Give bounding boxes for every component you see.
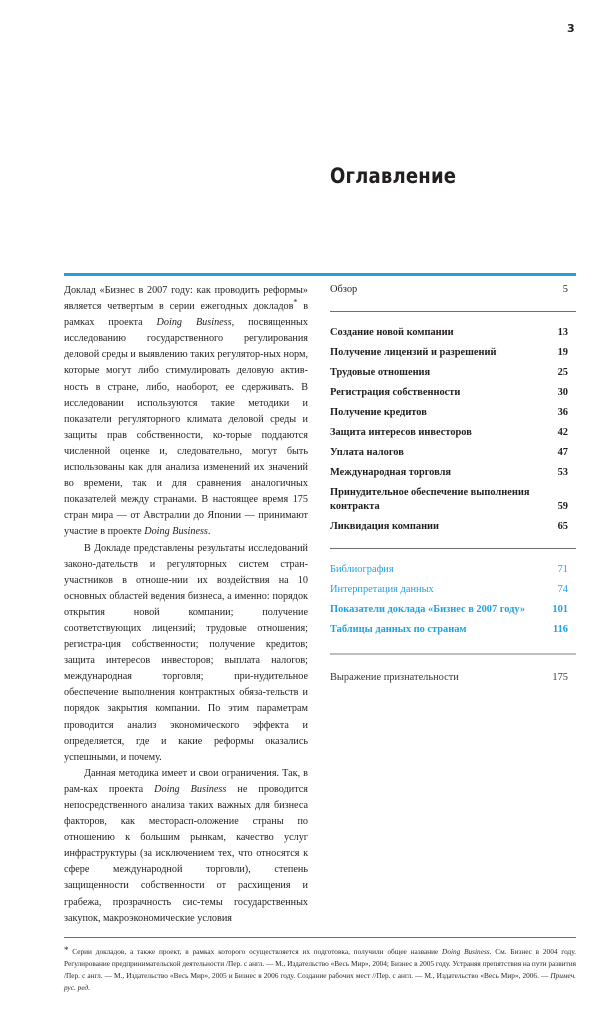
toc-entry-label: Регистрация собственности — [330, 387, 461, 398]
text-line: Doing Business, посвященных исследованию государственного — [64, 317, 308, 345]
text-line: четвертым в серии ежегодных докладов* в рамках проекта — [64, 297, 309, 329]
toc-separator — [330, 548, 576, 549]
footnote-italic-title: Doing Business — [442, 947, 490, 956]
toc-entry-label: Уплата налогов — [330, 447, 404, 458]
text-line: В Докладе представлены результаты исследований законо- — [64, 542, 308, 570]
text-line: тельств и порядок закрытия компании. По этим параметрам — [64, 687, 308, 715]
toc-entry-page: 116 — [552, 624, 568, 635]
body-paragraph — [64, 766, 308, 927]
toc-entry-page: 53 — [557, 467, 568, 478]
body-text — [64, 283, 308, 927]
text-line: торые поддаются численной оценке и, следовательно, могут — [64, 429, 308, 457]
text-line: времени, так и для сравнения аналогичных показателей между — [64, 478, 308, 506]
toc-entry[interactable] — [330, 583, 576, 597]
toc-entry-label: Библиография — [330, 564, 394, 575]
body-paragraph — [64, 541, 308, 766]
text-line: дательств и регуляторных систем стран-участников в отноше- — [64, 558, 308, 586]
toc-entry-page: 65 — [557, 521, 568, 532]
text-line: нии их воздействия на 10 основных областей ведения бизнеса, — [64, 574, 308, 602]
toc-entry-label-line: контракта — [330, 501, 380, 512]
accent-rule — [64, 273, 576, 276]
text-line: до Японии — принимают участие в проекте Doing Business. — [64, 510, 309, 538]
text-line: где и какие реформы оказались успешными, и почему. — [64, 735, 309, 763]
text-line: соответствующих лицензий; трудовые отношения; регистра- — [64, 622, 308, 651]
toc-entry-label: Выражение признательности — [330, 672, 459, 683]
toc-separator — [330, 311, 576, 312]
text-line: климата деловой среды и защиты прав собственности, ко- — [64, 413, 308, 441]
toc-entry-label: Трудовые отношения — [330, 367, 431, 378]
toc-entry[interactable] — [330, 426, 576, 440]
text-line: собственности от расхищения и грабежа, прозрачность сис- — [64, 880, 309, 908]
text-line: ных норм, которые могут либо стимулировать деловую актив- — [64, 349, 308, 377]
toc-entry[interactable] — [330, 346, 576, 360]
toc-entry[interactable] — [330, 406, 576, 420]
toc-entry[interactable] — [330, 623, 576, 637]
toc-entry-label: Таблицы данных по странам — [330, 624, 467, 635]
toc-entry[interactable] — [330, 563, 576, 577]
toc-entry-page: 71 — [557, 564, 568, 575]
text-line: анализа таких важных для бизнеса факторов, как месторасп- — [64, 800, 309, 828]
text-line: используются такие методики и показатели регуляторного — [64, 397, 309, 425]
toc-separator — [330, 653, 576, 655]
toc-entry-page: 13 — [557, 327, 568, 338]
toc-entry-page: 25 — [557, 367, 568, 378]
footnote-editor-note: Примеч. рус. ред. — [64, 971, 576, 992]
toc-entry-label-line: Принудительное обеспечение выполнения — [330, 487, 530, 498]
text-line: проводится анализ экономического эффекта и определяется, — [64, 719, 308, 747]
toc-entry[interactable] — [330, 466, 576, 480]
toc-group — [330, 326, 576, 534]
toc-entry-label: Международная торговля — [330, 467, 452, 478]
text-line: инвесторов; выплата налогов; международная торговля; при- — [64, 655, 309, 683]
text-line: оложение страны по отношению к большим рынкам, качество — [64, 816, 308, 844]
toc-entry-label: Защита интересов инвесторов — [330, 427, 472, 438]
toc-entry-label: Получение кредитов — [330, 407, 427, 418]
body-paragraph — [64, 283, 308, 541]
two-column-area — [64, 283, 576, 927]
toc-entry[interactable] — [330, 520, 576, 534]
toc-entry[interactable] — [330, 386, 576, 400]
toc-entry-label: Ликвидация компании — [330, 521, 440, 532]
toc-entry-page: 36 — [557, 407, 568, 418]
footnote-text: Серии докладов, а также проект, в рамках которого осуществляется их подготовка, получили общее название — [68, 947, 443, 956]
footnote-marker: * — [64, 945, 69, 955]
toc-entry[interactable] — [330, 326, 576, 340]
text-line: к сфере международной торговли), степень защищенности — [64, 848, 309, 892]
toc-entry-page: 19 — [557, 347, 568, 358]
text-line: ность в стране, либо, наоборот, ее сдерживать. В исследовании — [64, 381, 308, 409]
toc-entry-label: Показатели доклада «Бизнес в 2007 году» — [330, 604, 526, 615]
toc-entry-label: Обзор — [330, 284, 358, 295]
toc-entry-label: Интерпретация данных — [330, 584, 434, 595]
text-line: ция собственности; получение кредитов; защита интересов — [64, 639, 308, 667]
text-line: Доклад «Бизнес в 2007 году: как проводить реформы» является — [64, 285, 308, 313]
footnote — [64, 944, 576, 994]
toc-entry-label: Создание новой компании — [330, 327, 454, 338]
text-line: Данная методика имеет и свои ограничения. Так, в рам- — [64, 767, 308, 795]
toc-entry-page: 74 — [557, 584, 568, 595]
text-line: нудительное обеспечение выполнения контрактных обяза- — [64, 671, 308, 699]
footnote-text-cont: . См. Бизнес в 2004 году. Регулирование предпринимательской деятельности /Пер. с англ. — М., Издательство «Весь Мир», 2004; Бизнес в 2005 году. Устраняя препятствия на пути развития /Пер. с англ. — М., Издательство «Весь Мир», 2005 и Бизнес в 2006 году. Создание рабочих мест //Пер. с англ. — М., Издательство «Весь Мир», 2006. — — [64, 947, 576, 980]
text-line: а именно: порядок открытия новой компании; получение — [64, 590, 309, 618]
toc-entry[interactable] — [330, 366, 576, 380]
toc-entry-label: Получение лицензий и разрешений — [330, 347, 497, 358]
toc-entry-page: 42 — [557, 427, 568, 438]
toc-group — [330, 283, 576, 297]
page-number: 3 — [567, 22, 575, 35]
toc-entry-page: 59 — [557, 501, 568, 512]
text-line: услуг инфраструктуры (за исключением тех, что относятся — [64, 832, 308, 860]
text-line: ках проекта Doing Business не проводится непосредственного — [64, 783, 308, 811]
toc-entry-page: 30 — [557, 387, 568, 398]
toc-entry[interactable] — [330, 603, 576, 617]
toc-entry-page: 175 — [552, 672, 568, 683]
toc-entry-page: 47 — [557, 447, 568, 458]
text-line: темы государственных закупок, макроэкономические условия — [64, 896, 309, 924]
text-line: регулирования деловой среды и выявлению таких регулятор- — [64, 333, 308, 361]
toc-group — [330, 563, 576, 637]
page-title: Оглавление — [330, 164, 457, 188]
toc-entry[interactable] — [330, 671, 576, 685]
toc-entry-label — [330, 486, 558, 514]
footnote-rule — [64, 937, 576, 938]
text-line: странами. В настоящее время 175 стран мира — от Австралии — [64, 494, 308, 522]
toc-entry[interactable] — [330, 486, 576, 514]
toc-group — [330, 671, 576, 685]
toc-entry-page: 101 — [552, 604, 568, 615]
toc-entry[interactable] — [330, 283, 576, 297]
table-of-contents — [330, 283, 576, 691]
toc-entry[interactable] — [330, 446, 576, 460]
toc-entry-page: 5 — [562, 284, 568, 295]
text-line: быть использованы как для анализа изменений их значений во — [64, 445, 309, 490]
